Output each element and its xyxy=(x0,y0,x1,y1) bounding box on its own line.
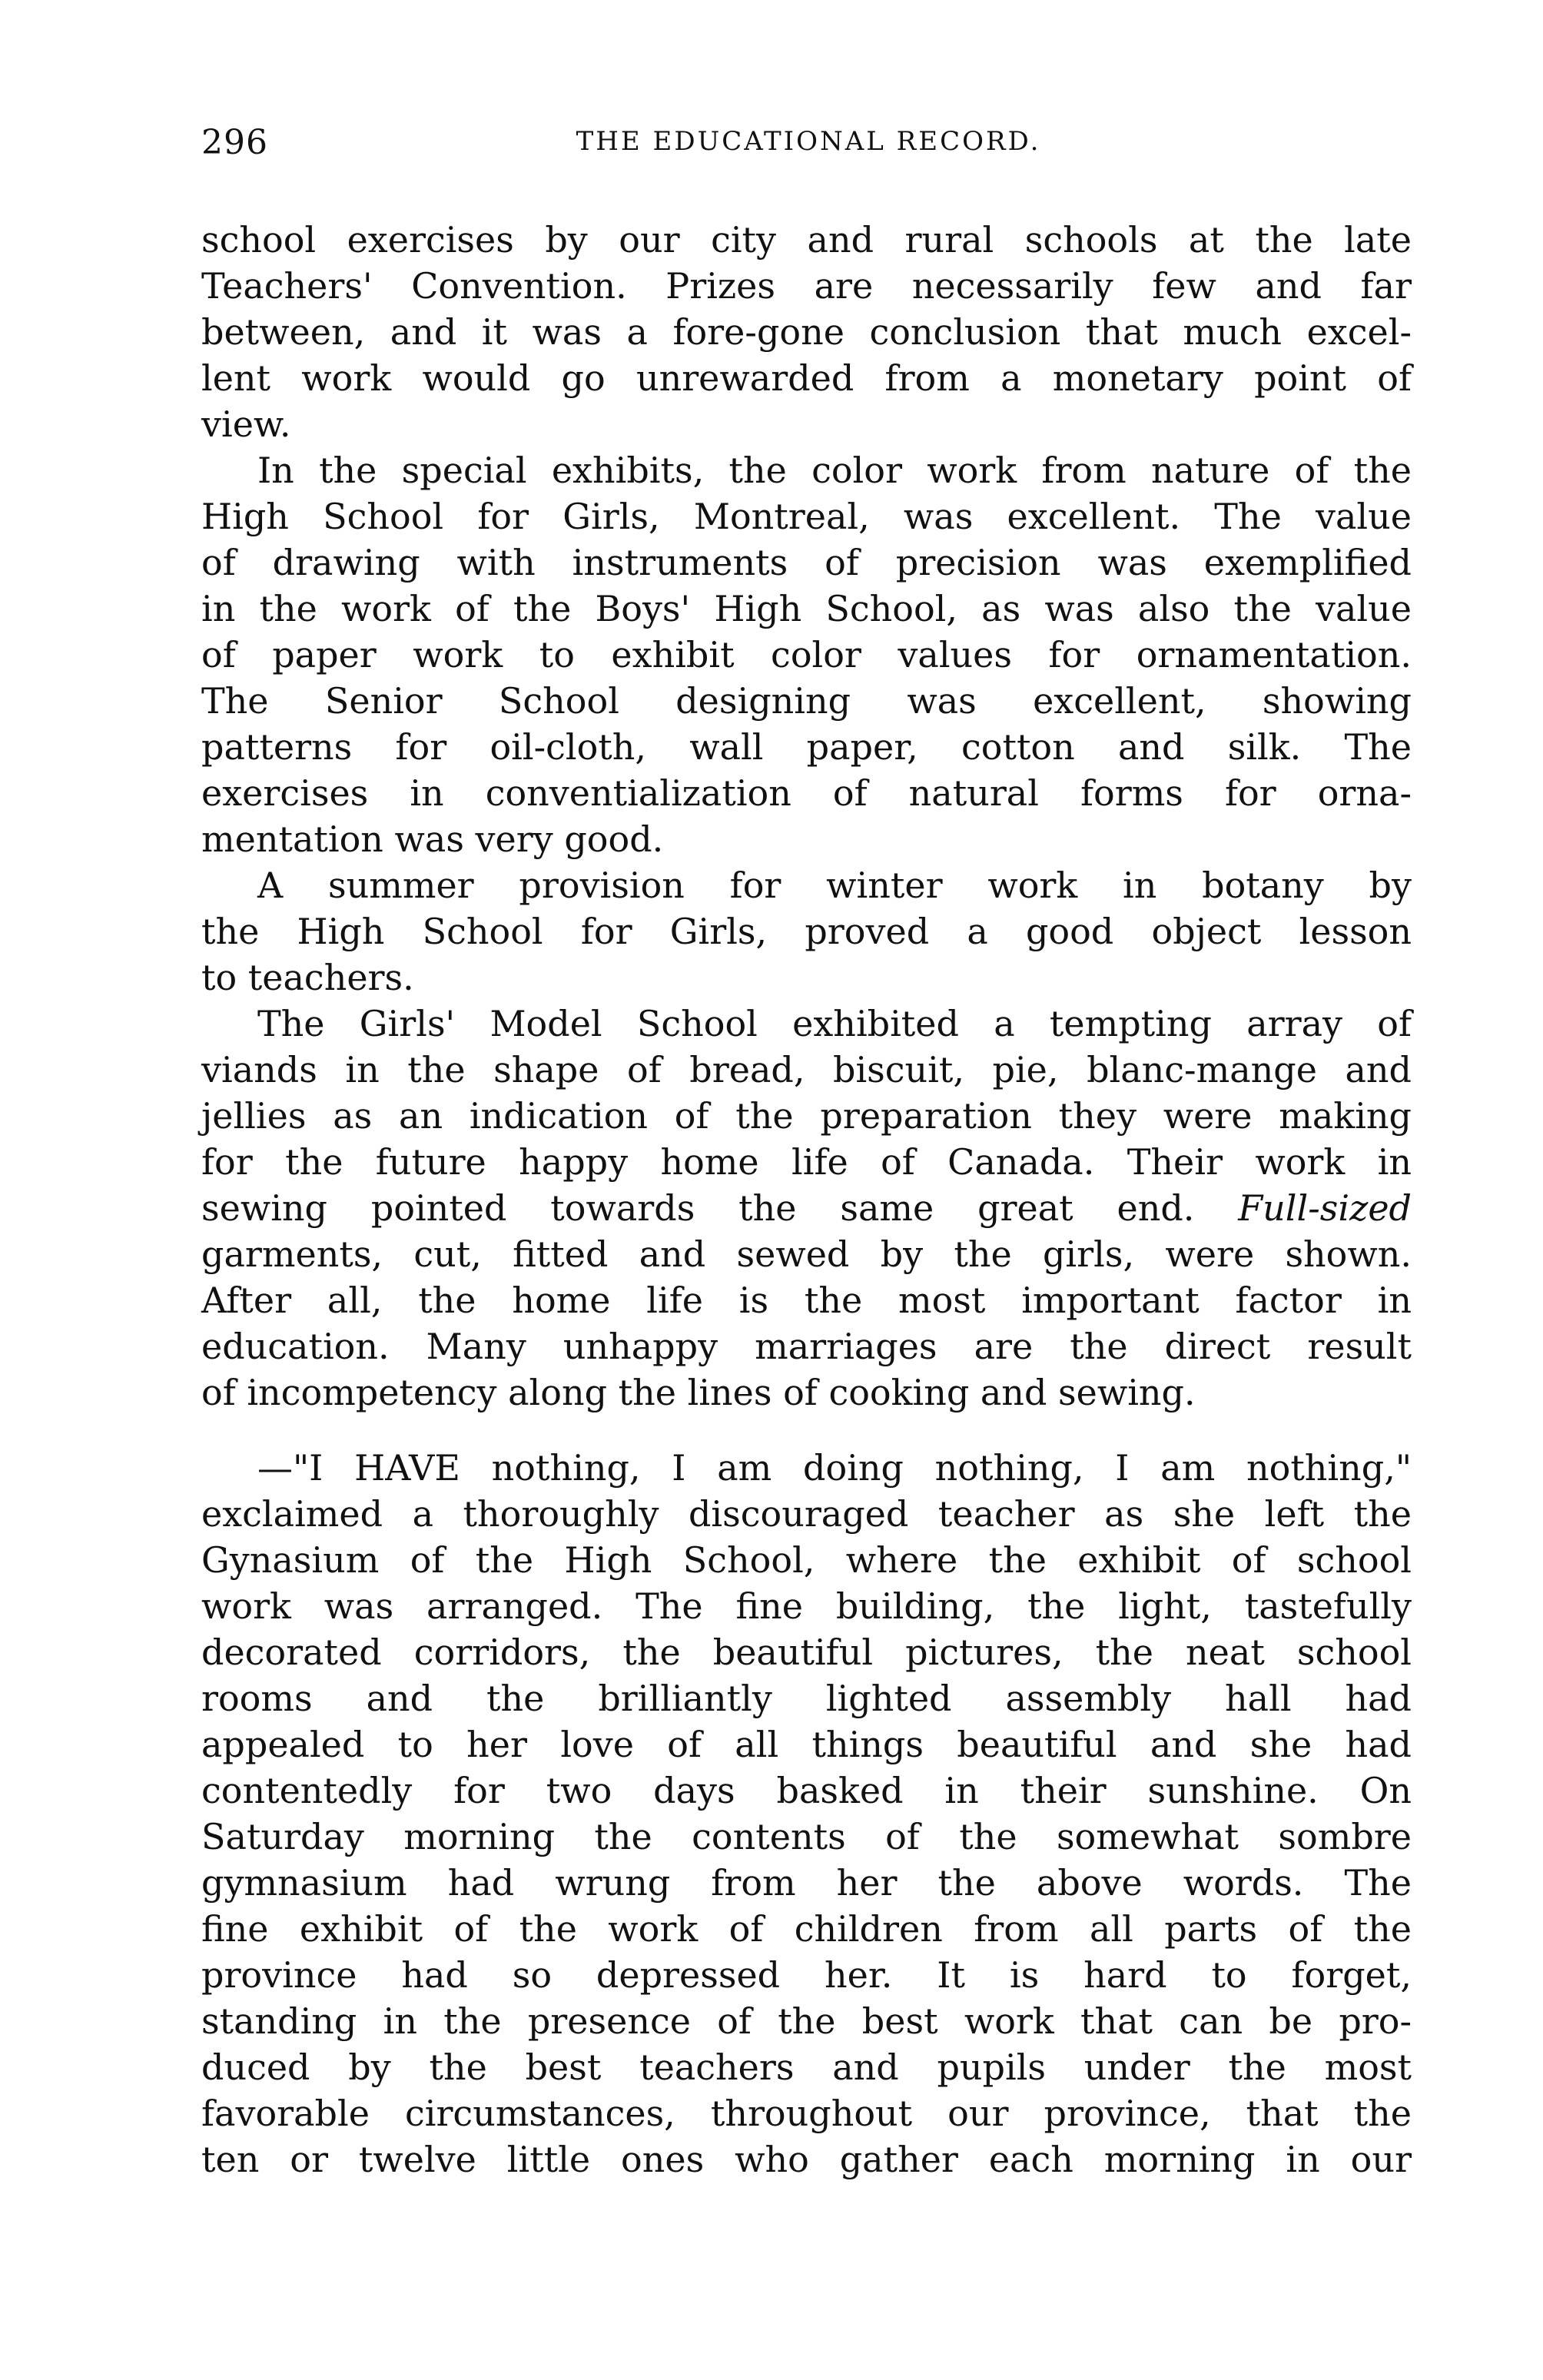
text-line: standing in the presence of the best work that can be pro- xyxy=(201,2000,1412,2042)
text-line: exclaimed a thoroughly discouraged teacher as she left the xyxy=(201,1493,1412,1535)
text-line-with-italic xyxy=(201,1185,1412,1231)
text-line: High School for Girls, Montreal, was excellent. The value xyxy=(201,496,1412,537)
text-line: to teachers. xyxy=(201,957,414,998)
text-line: gymnasium had wrung from her the above words. The xyxy=(201,1862,1412,1904)
text-line: favorable circumstances, throughout our province, that the xyxy=(201,2093,1412,2134)
text-line: school exercises by our city and rural schools at the late xyxy=(201,219,1412,261)
running-head xyxy=(201,123,1415,169)
text-line: The Girls' Model School exhibited a tempting array of xyxy=(257,1003,1412,1044)
text-line: ten or twelve little ones who gather each morning in our xyxy=(201,2139,1412,2180)
text-line: rooms and the brilliantly lighted assembly hall had xyxy=(201,1678,1412,1719)
text-segment: sewing pointed towards the same great end. xyxy=(201,1187,1195,1229)
text-line: jellies as an indication of the preparation they were making xyxy=(201,1095,1412,1137)
text-line: Saturday morning the contents of the somewhat sombre xyxy=(201,1816,1412,1857)
text-line: exercises in conventialization of natural forms for orna- xyxy=(201,772,1412,814)
text-line: After all, the home life is the most important factor in xyxy=(201,1280,1412,1321)
text-line: —"I HAVE nothing, I am doing nothing, I am nothing," xyxy=(257,1447,1412,1489)
text-line: the High School for Girls, proved a good object lesson xyxy=(201,911,1412,952)
text-line: duced by the best teachers and pupils under the most xyxy=(201,2046,1412,2088)
text-line: garments, cut, fitted and sewed by the girls, were shown. xyxy=(201,1233,1412,1275)
text-line: work was arranged. The fine building, the light, tastefully xyxy=(201,1585,1412,1627)
text-line: viands in the shape of bread, biscuit, pie, blanc-mange and xyxy=(201,1049,1412,1090)
text-line: province had so depressed her. It is hard to forget, xyxy=(201,1954,1412,1996)
text-line: in the work of the Boys' High School, as was also the value xyxy=(201,588,1412,629)
text-line: education. Many unhappy marriages are the direct result xyxy=(201,1326,1412,1367)
text-line: The Senior School designing was excellent, showing xyxy=(201,680,1412,722)
text-line: of paper work to exhibit color values for ornamentation. xyxy=(201,634,1412,675)
text-line: of incompetency along the lines of cooking and sewing. xyxy=(201,1372,1196,1413)
text-line: mentation was very good. xyxy=(201,818,664,860)
page-number: 296 xyxy=(201,123,268,162)
text-line: between, and it was a fore-gone conclusion that much excel- xyxy=(201,311,1412,353)
text-line: Teachers' Convention. Prizes are necessarily few and far xyxy=(201,265,1412,307)
journal-title: THE EDUCATIONAL RECORD. xyxy=(576,126,1041,157)
text-line: decorated corridors, the beautiful pictures, the neat school xyxy=(201,1631,1412,1673)
text-line: lent work would go unrewarded from a monetary point of xyxy=(201,357,1412,399)
text-line: contentedly for two days basked in their sunshine. On xyxy=(201,1770,1412,1811)
text-line: patterns for oil-cloth, wall paper, cotton and silk. The xyxy=(201,726,1412,768)
text-line: of drawing with instruments of precision was exemplified xyxy=(201,542,1412,583)
italic-term: Full-sized xyxy=(1238,1187,1412,1229)
text-line: fine exhibit of the work of children from all parts of the xyxy=(201,1908,1412,1950)
text-line: view. xyxy=(201,403,291,445)
text-line: Gynasium of the High School, where the exhibit of school xyxy=(201,1539,1412,1581)
text-line: appealed to her love of all things beautiful and she had xyxy=(201,1724,1412,1765)
text-line: for the future happy home life of Canada. Their work in xyxy=(201,1141,1412,1183)
text-line: In the special exhibits, the color work from nature of the xyxy=(257,450,1412,491)
text-line: A summer provision for winter work in botany by xyxy=(257,865,1412,906)
